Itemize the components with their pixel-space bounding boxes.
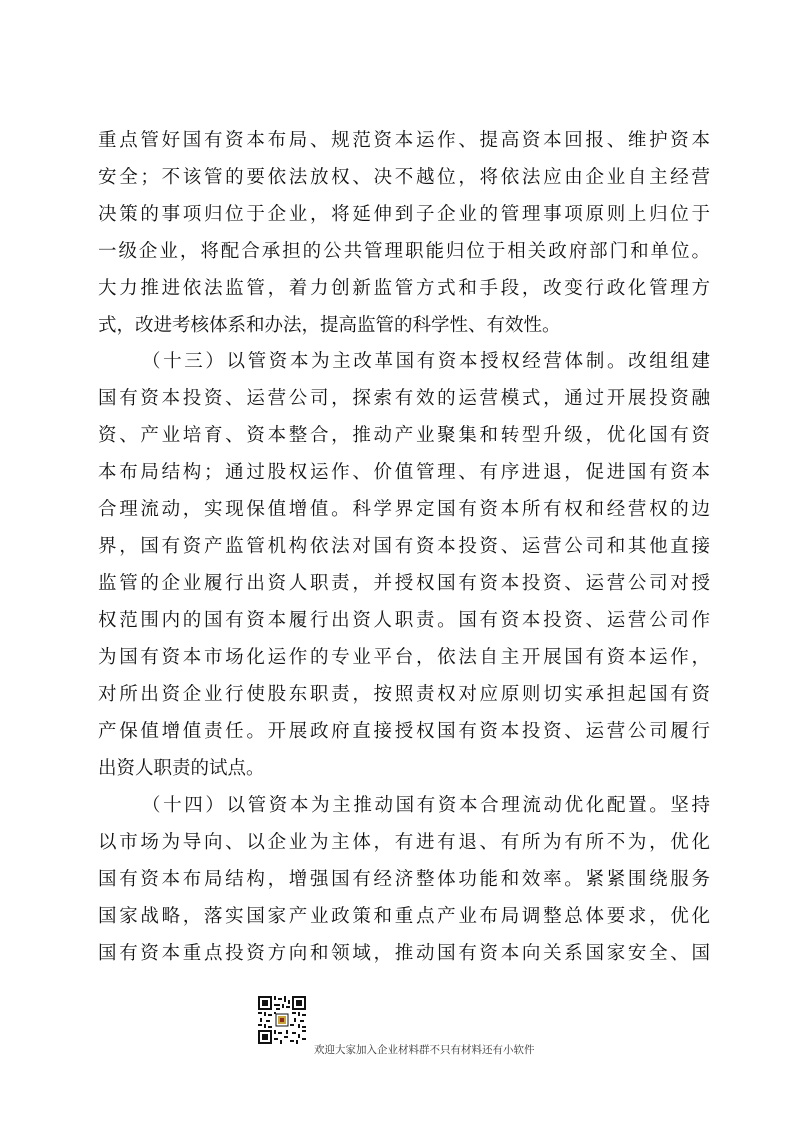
- text-line: 国有资本投资、运营公司，探索有效的运营模式，通过开展投资融: [98, 388, 710, 409]
- text-line: 国家战略，落实国家产业政策和重点产业布局调整总体要求，优化: [98, 906, 710, 927]
- text-line: 一级企业，将配合承担的公共管理职能归位于相关政府部门和单位。: [98, 241, 710, 262]
- text-line: 监管的企业履行出资人职责，并授权国有资本投资、运营公司对授: [98, 573, 710, 594]
- text-line: 本布局结构；通过股权运作、价值管理、有序进退，促进国有资本: [98, 462, 710, 483]
- text-line: 以市场为导向、以企业为主体，有进有退、有所为有所不为，优化: [98, 832, 710, 853]
- text-line: 安全；不该管的要依法放权、决不越位，将依法应由企业自主经营: [98, 167, 710, 188]
- text-line: 国有资本重点投资方向和领域，推动国有资本向关系国家安全、国: [98, 943, 710, 964]
- qr-code-icon: [258, 996, 306, 1044]
- text-line: 决策的事项归位于企业，将延伸到子企业的管理事项原则上归位于: [98, 204, 710, 225]
- text-line: 对所出资企业行使股东职责，按照责权对应原则切实承担起国有资: [98, 684, 710, 705]
- paragraph-heading-line: （十四）以管资本为主推动国有资本合理流动优化配置。坚持: [142, 795, 710, 816]
- footer-caption: 欢迎大家加入企业材料群不只有材料还有小软件: [314, 1044, 535, 1056]
- text-line: 式，改进考核体系和办法，提高监管的科学性、有效性。: [98, 315, 561, 336]
- text-line: 资、产业培育、资本整合，推动产业聚集和转型升级，优化国有资: [98, 425, 710, 446]
- text-line: 合理流动，实现保值增值。科学界定国有资本所有权和经营权的边: [98, 499, 710, 520]
- text-line: 大力推进依法监管，着力创新监管方式和手段，改变行政化管理方: [98, 278, 710, 299]
- paragraph-heading-line: （十三）以管资本为主改革国有资本授权经营体制。改组组建: [142, 351, 710, 372]
- text-line: 权范围内的国有资本履行出资人职责。国有资本投资、运营公司作: [98, 610, 710, 631]
- text-line: 为国有资本市场化运作的专业平台，依法自主开展国有资本运作，: [98, 647, 710, 668]
- text-line: 国有资本布局结构，增强国有经济整体功能和效率。紧紧围绕服务: [98, 869, 710, 890]
- text-line: 重点管好国有资本布局、规范资本运作、提高资本回报、维护资本: [98, 130, 710, 151]
- text-line: 出资人职责的试点。: [98, 758, 265, 779]
- text-line: 界，国有资产监管机构依法对国有资本投资、运营公司和其他直接: [98, 536, 710, 557]
- text-line: 产保值增值责任。开展政府直接授权国有资本投资、运营公司履行: [98, 721, 710, 742]
